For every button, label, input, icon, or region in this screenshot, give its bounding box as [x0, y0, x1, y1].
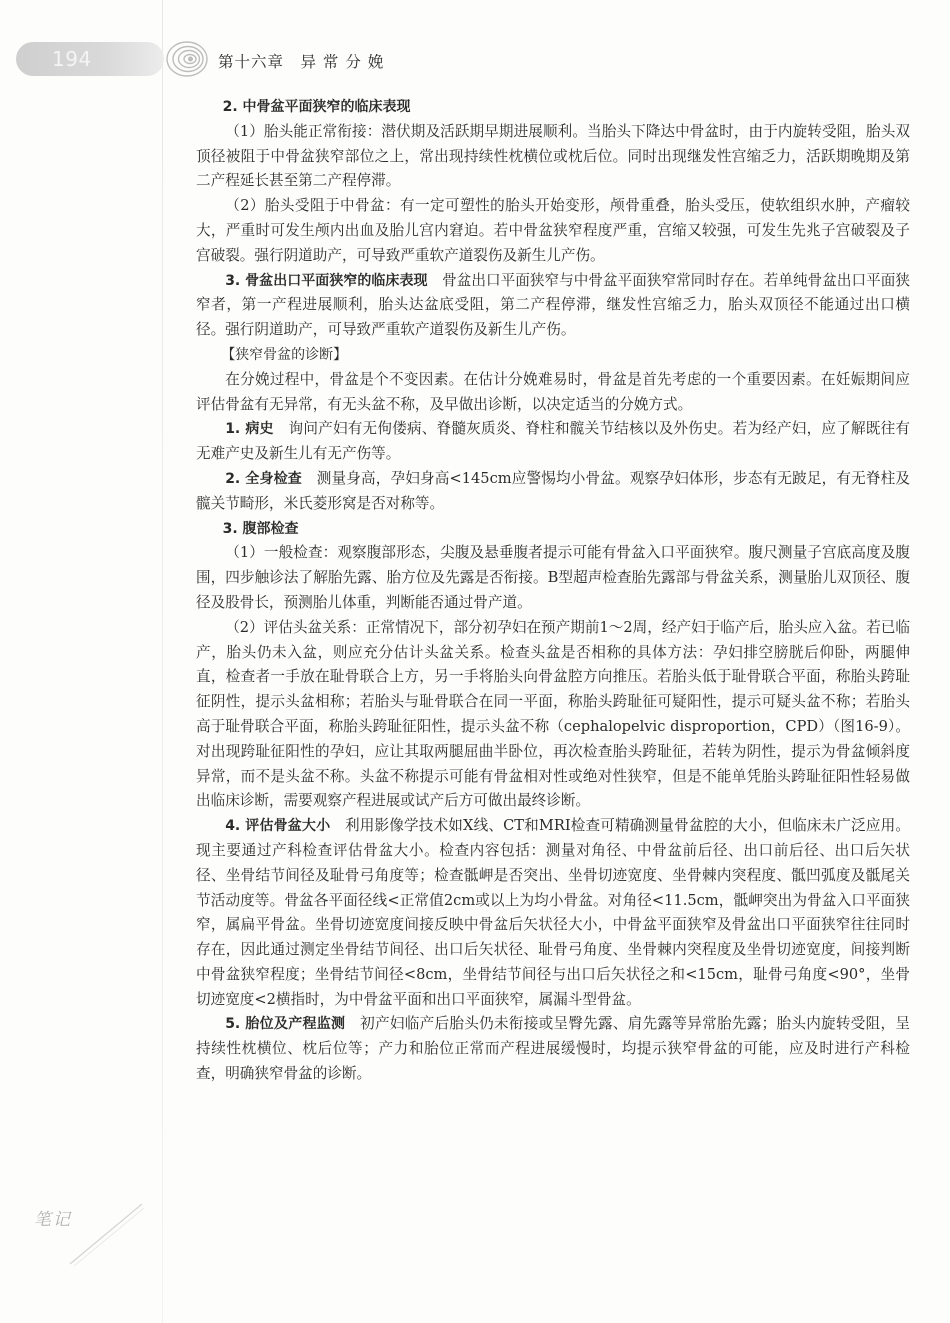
body-text: [196, 95, 910, 1087]
paragraph-text: 询问产妇有无佝偻病、脊髓灰质炎、脊柱和髋关节结核以及外伤史。若为经产妇，应了解既往有无难产史及新生儿有无产伤等。: [196, 420, 910, 463]
inline-heading: 3. 骨盆出口平面狭窄的临床表现: [225, 272, 428, 289]
paragraph-text: 骨盆出口平面狭窄与中骨盆平面狭窄常同时存在。若单纯骨盆出口平面狭窄者，第一产程进展顺利，胎头达盆底受阻，第二产程停滞，继发性宫缩乏力，胎头双顶径不能通过出口横径。强行阴道助产，可导致严重软产道裂伤及新生儿产伤。: [196, 271, 910, 339]
inline-heading: 1. 病史: [225, 421, 274, 438]
paragraph-with-heading: [196, 814, 910, 1012]
paragraph: （2）评估头盆关系：正常情况下，部分初孕妇在预产期前1～2周，经产妇于临产后，胎头应入盆。若已临产，胎头仍未入盆，则应充分估计头盆关系。检查头盆是否相称的具体方法：孕妇排空膀胱后仰卧，两腿伸直，检查者一手放在耻骨联合上方，另一手将胎头向骨盆腔方向推压。若胎头低于耻骨联合平面，称胎头跨耻征阴性，提示头盆相称；若胎头与耻骨联合在同一平面，称胎头跨耻征可疑阳性，提示可疑头盆不称；若胎头高于耻骨联合平面，称胎头跨耻征阳性，提示头盆不称（cephalopelvic disproportion，CPD）（图16-9）。对出现跨耻征阳性的孕妇，应让其取两腿屈曲半卧位，再次检查胎头跨耻征，若转为阴性，提示为骨盆倾斜度异常，而不是头盆不称。头盆不称提示可能有骨盆相对性或绝对性狭窄，但是不能单凭胎头跨耻征阳性轻易做出临床诊断，需要观察产程进展或试产后方可做出最终诊断。: [196, 618, 910, 810]
paragraph: （2）胎头受阻于中骨盆：有一定可塑性的胎头开始变形，颅骨重叠，胎头受压，使软组织水肿，产瘤较大，严重时可发生颅内出血及胎儿宫内窘迫。若中骨盆狭窄程度严重，宫缩又较强，可发生先兆子宫破裂及子宫破裂。强行阴道助产，可导致严重软产道裂伤及新生儿产伤。: [196, 197, 910, 264]
chapter-title: 第十六章 异 常 分 娩: [218, 53, 385, 71]
paragraph-text: 初产妇临产后胎头仍未衔接或呈臀先露、肩先露等异常胎先露；胎头内旋转受阻，呈持续性枕横位、枕后位等；产力和胎位正常而产程进展缓慢时，均提示狭窄骨盆的可能，应及时进行产科检查，明确狭窄骨盆的诊断。: [196, 1015, 910, 1083]
section-heading: 2. 中骨盆平面狭窄的临床表现: [222, 99, 411, 115]
diagnosis-section-title: 【狭窄骨盆的诊断】: [221, 346, 348, 363]
paragraph: （1）一般检查：观察腹部形态，尖腹及悬垂腹者提示可能有骨盆入口平面狭窄。腹尺测量子宫底高度及腹围，四步触诊法了解胎先露、胎方位及先露是否衔接。B型超声检查胎先露部与骨盆关系，测量胎儿双顶径、腹径及股骨长，预测胎儿体重，判断能否通过骨产道。: [196, 544, 910, 611]
page-fold-shadow: [162, 0, 163, 1323]
page-number: 194: [16, 42, 164, 76]
inline-heading: 5. 胎位及产程监测: [225, 1016, 346, 1033]
inline-heading: 2. 全身检查: [225, 470, 302, 487]
paragraph-with-heading: [196, 1012, 910, 1086]
section-heading: 3. 腹部检查: [222, 520, 299, 537]
paragraph-with-heading: [196, 467, 910, 517]
paragraph-with-heading: [196, 269, 910, 343]
paragraph-text: 测量身高，孕妇身高<145cm应警惕均小骨盆。观察孕妇体形，步态有无跛足，有无脊柱及髋关节畸形，米氏菱形窝是否对称等。: [196, 469, 910, 512]
paragraph-text: 利用影像学技术如X线、CT和MRI检查可精确测量骨盆腔的大小，但临床未广泛应用。现主要通过产科检查评估骨盆大小。检查内容包括：测量对角径、中骨盆前后径、出口前后径、出口后矢状径、坐骨结节间径及耻骨弓角度等；检查骶岬是否突出、坐骨切迹宽度、坐骨棘内突程度、骶凹弧度及骶尾关节活动度等。骨盆各平面径线<正常值2cm或以上为均小骨盆。对角径<11.5cm，骶岬突出为骨盆入口平面狭窄，属扁平骨盆。坐骨切迹宽度间接反映中骨盆后矢状径大小，中骨盆平面狭窄及骨盆出口平面狭窄往往同时存在，因此通过测定坐骨结节间径、出口后矢状径、耻骨弓角度、坐骨棘内突程度及坐骨切迹宽度，间接判断中骨盆狭窄程度；坐骨结节间径<8cm，坐骨结节间径与出口后矢状径之和<15cm，耻骨弓角度<90°，坐骨切迹宽度<2横指时，为中骨盆平面和出口平面狭窄，属漏斗型骨盆。: [196, 817, 910, 1008]
paragraph: 在分娩过程中，骨盆是个不变因素。在估计分娩难易时，骨盆是首先考虑的一个重要因素。在妊娠期间应评估骨盆有无异常，有无头盆不称，及早做出诊断，以决定适当的分娩方式。: [196, 370, 910, 413]
swirl-logo-icon: [163, 37, 211, 81]
inline-heading: 4. 评估骨盆大小: [225, 818, 331, 835]
notes-label: 笔记: [34, 1210, 72, 1230]
paragraph-with-heading: [196, 417, 910, 467]
paragraph: （1）胎头能正常衔接：潜伏期及活跃期早期进展顺利。当胎头下降达中骨盆时，由于内旋转受阻，胎头双顶径被阻于中骨盆狭窄部位之上，常出现持续性枕横位或枕后位。同时出现继发性宫缩乏力，活跃期晚期及第二产程延长甚至第二产程停滞。: [196, 122, 910, 190]
